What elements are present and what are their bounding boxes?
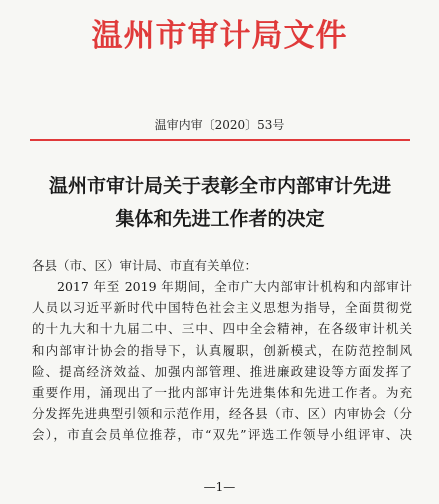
salutation: 各县（市、区）审计局、市直有关单位： xyxy=(32,258,258,273)
body-line: 分发挥先进典型引领和示范作用，经各县（市、区）内审协会（分 xyxy=(32,406,412,422)
title-line: 温州市审计局关于表彰全市内部审计先进 xyxy=(48,175,391,197)
red-divider xyxy=(30,139,410,141)
body-line: 重要作用，涌现出了一批内部审计先进集体和先进工作者。为充 xyxy=(32,385,412,401)
page-number: —1— xyxy=(203,480,236,494)
body-paragraph xyxy=(32,276,412,446)
body-line: 会），市直会员单位推荐，市“双先”评选工作领导小组评审、决 xyxy=(32,427,412,443)
title-line: 集体和先进工作者的决定 xyxy=(115,208,325,230)
document-number: 温审内审〔2020〕53号 xyxy=(154,118,285,132)
letterhead-title: 温州市审计局文件 xyxy=(91,18,348,54)
body-line: 人员以习近平新时代中国特色社会主义思想为指导，全面贯彻党 xyxy=(32,300,412,316)
body-line: 和内部审计协会的指导下，认真履职，创新模式，在防范控制风 xyxy=(32,342,412,358)
body-line: 险、提高经济效益、加强内部管理、推进廉政建设等方面发挥了 xyxy=(32,363,412,379)
body-line: 2017 年至 2019 年期间，全市广大内部审计机构和内部审计 xyxy=(57,279,412,294)
document-title xyxy=(20,170,420,236)
body-line: 的十九大和十九届二中、三中、四中全会精神，在各级审计机关 xyxy=(32,321,412,337)
